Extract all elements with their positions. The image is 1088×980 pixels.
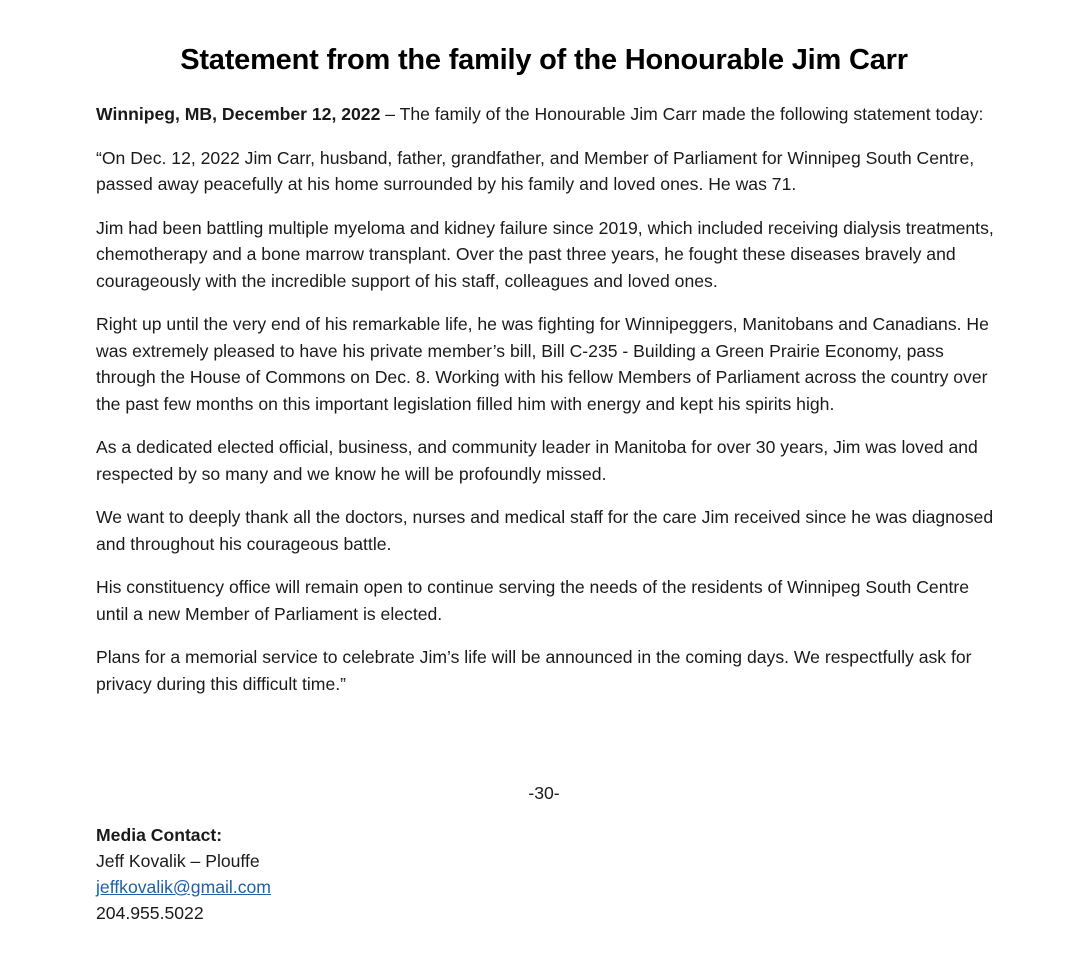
contact-phone: 204.955.5022 <box>96 903 204 923</box>
intro-paragraph <box>96 101 996 128</box>
statement-body <box>96 101 996 714</box>
paragraph-7: Plans for a memorial service to celebrate Jim’s life will be announced in the coming days. We respectfully ask for privacy during this difficult time.” <box>96 647 972 694</box>
paragraph-1: “On Dec. 12, 2022 Jim Carr, husband, father, grandfather, and Member of Parliament for Winnipeg South Centre, passed away peacefully at his home surrounded by his family and loved ones. He was 71. <box>96 147 975 194</box>
intro-text: – The family of the Honourable Jim Carr made the following statement today: <box>380 104 984 124</box>
paragraph-5: We want to deeply thank all the doctors, nurses and medical staff for the care Jim received since he was diagnosed and throughout his courageous battle. <box>96 507 994 554</box>
contact-name: Jeff Kovalik – Plouffe <box>96 851 260 871</box>
end-mark: -30- <box>528 783 560 803</box>
dateline: Winnipeg, MB, December 12, 2022 <box>96 104 381 124</box>
media-contact <box>96 822 271 926</box>
paragraph-3: Right up until the very end of his remarkable life, he was fighting for Winnipeggers, Manitobans and Canadians. He was extremely pleased to have his private member’s bill, Bill C-235 - Building a Green Prairie Economy, pass through the House of Commons on Dec. 8. Working with his fellow Members of Parliament across the country over the past few months on this important legislation filled him with energy and kept his spirits high. <box>96 314 989 414</box>
paragraph-2: Jim had been battling multiple myeloma and kidney failure since 2019, which included receiving dialysis treatments, chemotherapy and a bone marrow transplant. Over the past three years, he fought these diseases bravely and courageously with the incredible support of his staff, colleagues and loved ones. <box>96 217 994 291</box>
paragraph-4: As a dedicated elected official, business, and community leader in Manitoba for over 30 years, Jim was loved and respected by so many and we know he will be profoundly missed. <box>96 437 978 484</box>
paragraph-6: His constituency office will remain open to continue serving the needs of the residents of Winnipeg South Centre until a new Member of Parliament is elected. <box>96 577 970 624</box>
contact-email-link[interactable]: jeffkovalik@gmail.com <box>96 877 271 897</box>
media-contact-label: Media Contact: <box>96 825 223 845</box>
page-title: Statement from the family of the Honourable Jim Carr <box>180 44 908 76</box>
